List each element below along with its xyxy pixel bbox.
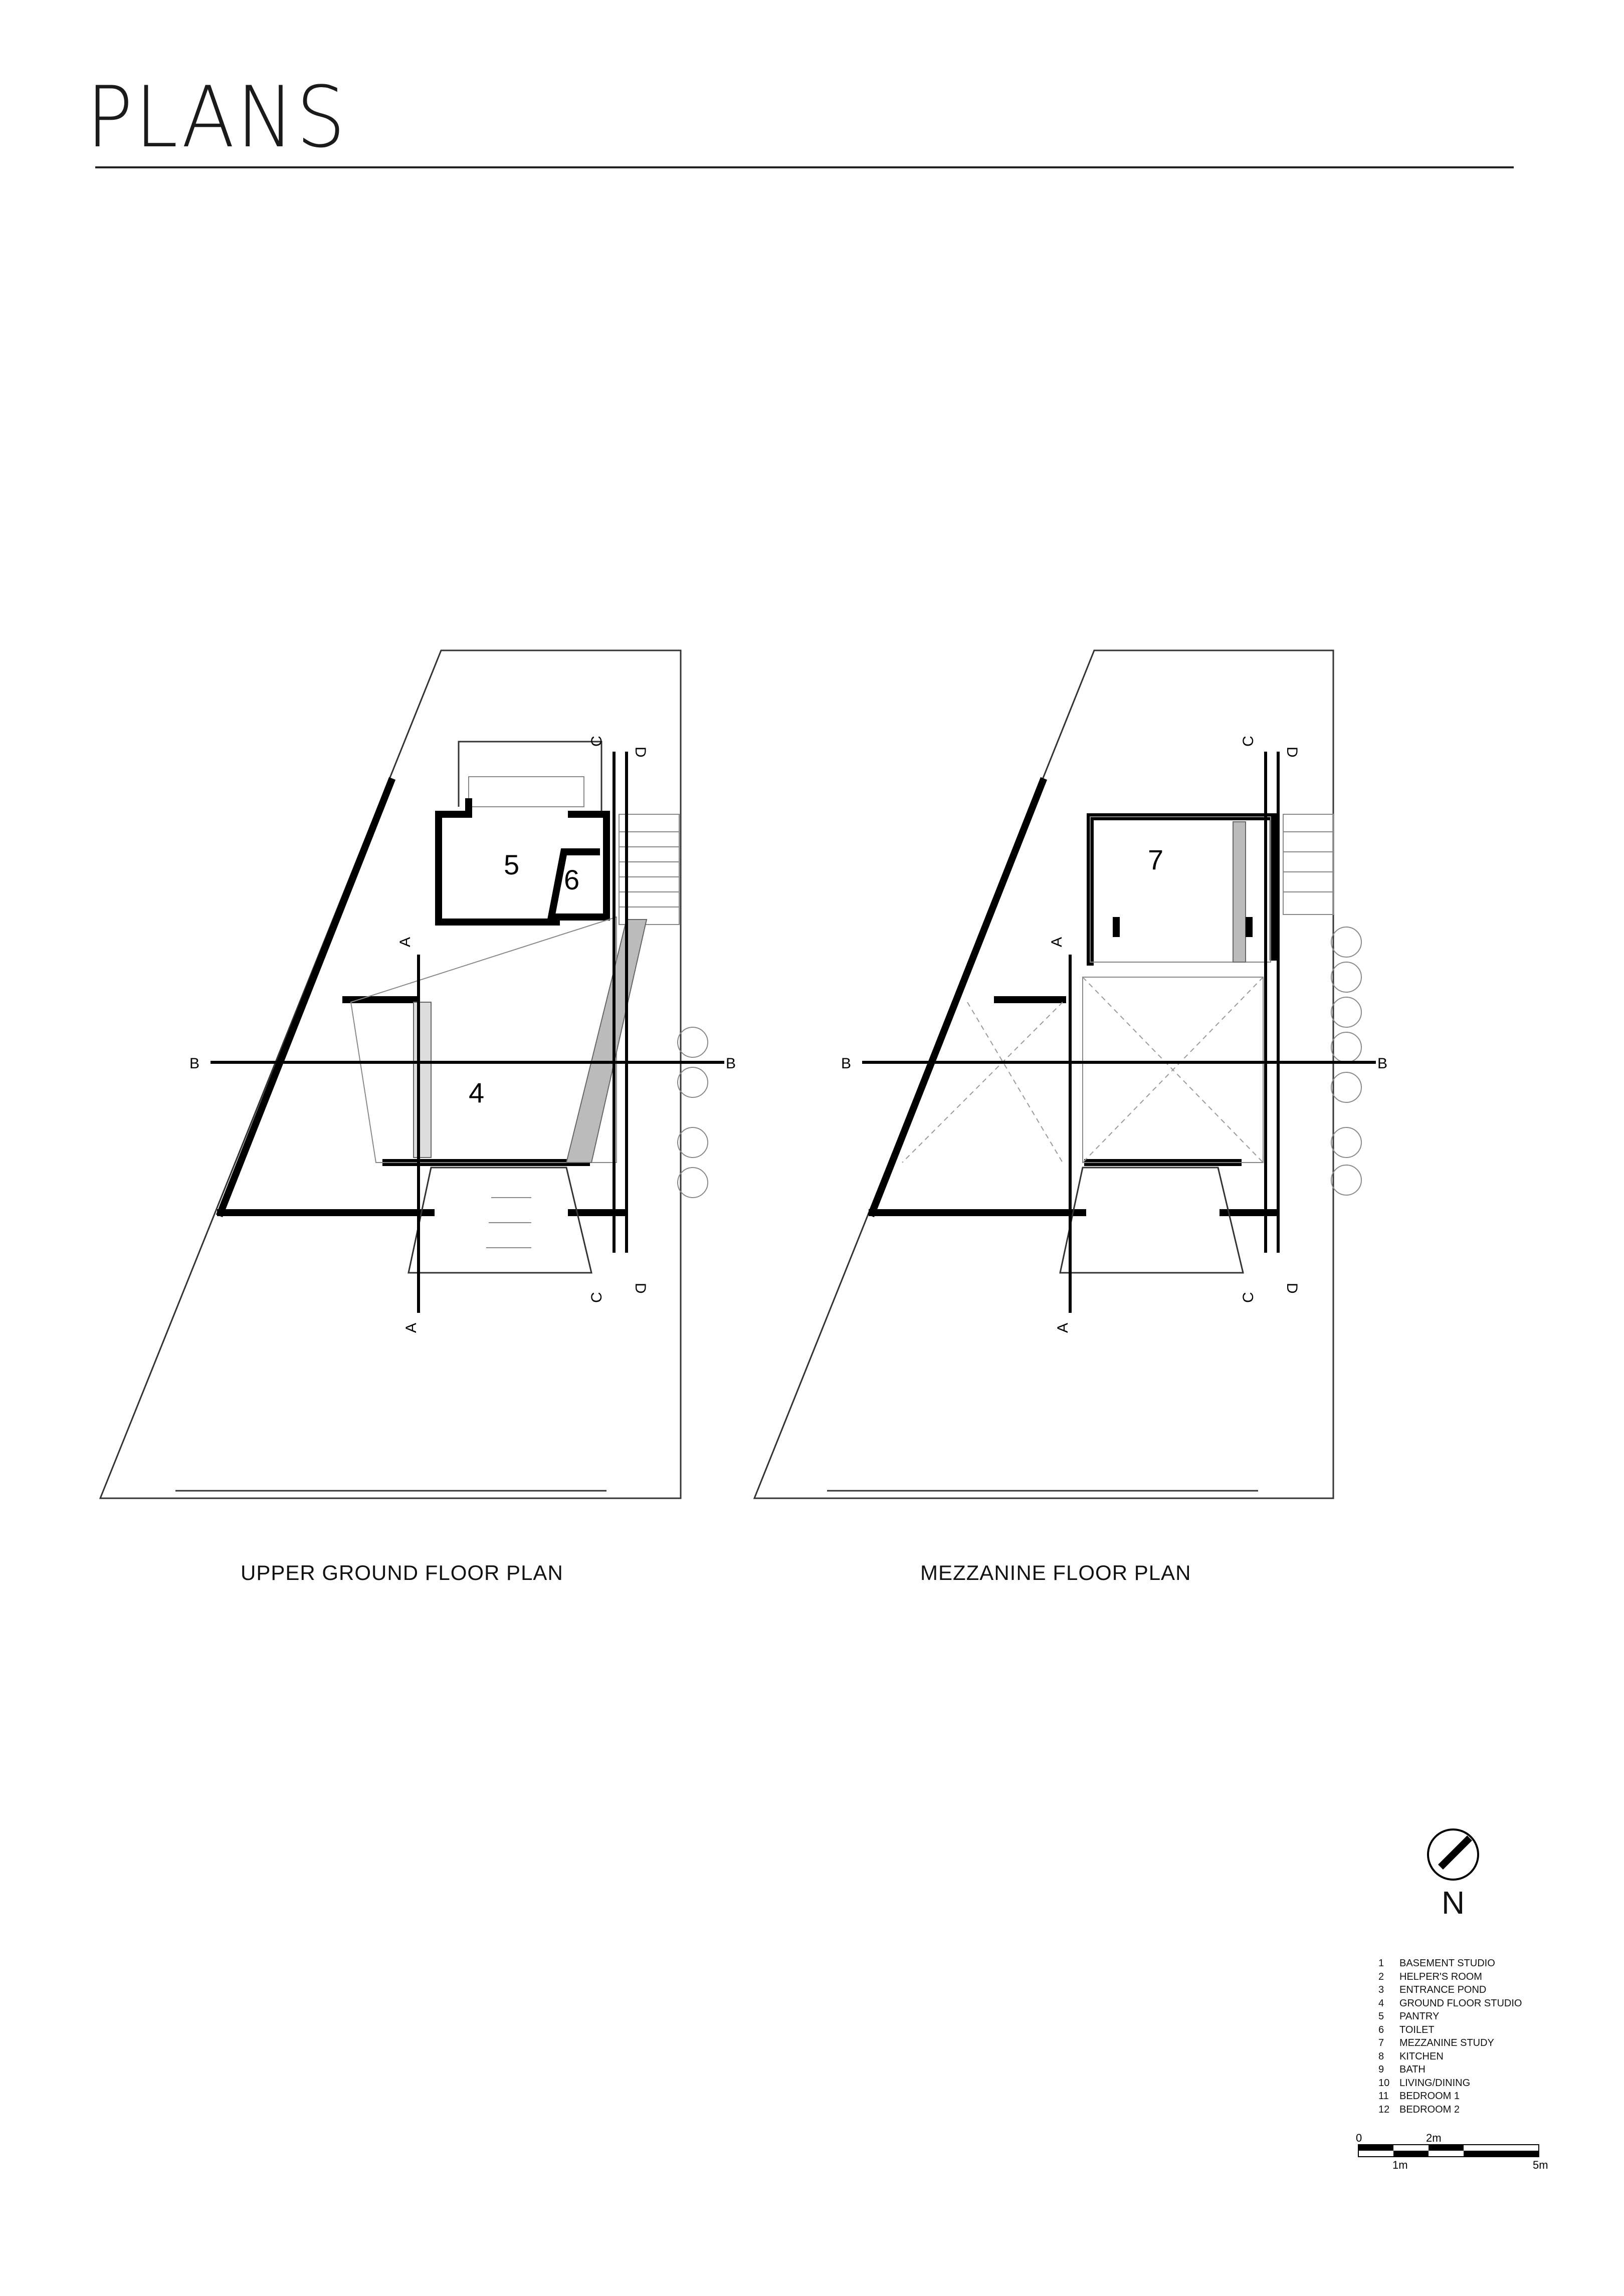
- section-label-c-top: C: [1240, 736, 1257, 747]
- scale-label-0: 0: [1356, 2132, 1362, 2144]
- site-outline: [754, 650, 1333, 1498]
- scale-label-1m: 1m: [1392, 2159, 1408, 2171]
- entrance-step: [469, 777, 584, 807]
- scale-segment: [1464, 2151, 1539, 2157]
- entrance-steps: [409, 1168, 591, 1273]
- upper-ground-floor-plan-caption: UPPER GROUND FLOOR PLAN: [241, 1561, 563, 1584]
- scale-bar: [1353, 2130, 1554, 2190]
- section-label-a-top: A: [1049, 937, 1065, 947]
- section-label-a-bottom: A: [1055, 1322, 1071, 1333]
- north-arrow-icon: [1426, 1827, 1481, 1882]
- section-label-b-left: B: [189, 1055, 200, 1072]
- legend-item: 7 MEZZANINE STUDY: [1378, 2037, 1494, 2048]
- north-label: N: [1442, 1885, 1465, 1921]
- section-label-b-right: B: [726, 1055, 736, 1072]
- room-number-6: 6: [564, 864, 580, 895]
- stair-upper: [1283, 814, 1333, 914]
- section-label-a-top: A: [397, 937, 414, 947]
- page-title: PLANS: [86, 68, 347, 166]
- scale-segment: [1429, 2145, 1464, 2151]
- legend-item: 6 TOILET: [1378, 2024, 1435, 2035]
- legend-item: 3 ENTRANCE POND: [1378, 1984, 1487, 1995]
- step-lines: [486, 1198, 531, 1248]
- section-label-b-right: B: [1377, 1055, 1388, 1072]
- scale-label-2m: 2m: [1426, 2132, 1442, 2144]
- upper-ground-floor-plan-drawing: [0, 0, 752, 1553]
- legend-item: 1 BASEMENT STUDIO: [1378, 1958, 1495, 1969]
- planter-circles: [678, 1027, 708, 1198]
- section-label-d-top: D: [1284, 747, 1300, 758]
- scale-segment: [1393, 2151, 1429, 2157]
- section-label-a-bottom: A: [403, 1322, 420, 1333]
- mezzanine-floor-plan-caption: MEZZANINE FLOOR PLAN: [920, 1561, 1191, 1584]
- ramp-shaded: [566, 920, 647, 1163]
- pantry-wall: [439, 814, 469, 922]
- mezzanine-floor-plan-drawing: [752, 0, 1504, 1553]
- section-label-b-left: B: [841, 1055, 852, 1072]
- hatched-column: [414, 1002, 431, 1158]
- legend-item: 12 BEDROOM 2: [1378, 2104, 1460, 2115]
- section-label-c-bottom: C: [588, 1292, 605, 1303]
- legend-item: 11 BEDROOM 1: [1378, 2091, 1460, 2102]
- legend-item: 5 PANTRY: [1378, 2011, 1440, 2022]
- legend-item: 10 LIVING/DINING: [1378, 2077, 1471, 2089]
- stair-treads-upper: [1283, 832, 1333, 892]
- section-label-d-bottom: D: [632, 1283, 649, 1294]
- study-glass: [1233, 822, 1246, 962]
- legend-item: 4 GROUND FLOOR STUDIO: [1378, 1997, 1522, 2009]
- section-label-c-bottom: C: [1240, 1292, 1257, 1303]
- section-label-d-bottom: D: [1284, 1283, 1300, 1294]
- legend-item: 9 BATH: [1378, 2064, 1426, 2075]
- scale-label-5m: 5m: [1533, 2159, 1548, 2171]
- section-label-c-top: C: [588, 736, 605, 747]
- section-label-d-top: D: [632, 747, 649, 758]
- entrance-steps: [1060, 1168, 1243, 1273]
- room-number-7: 7: [1148, 844, 1164, 875]
- study-desk-left: [1113, 917, 1120, 937]
- room-number-4: 4: [469, 1077, 485, 1108]
- legend-item: 8 KITCHEN: [1378, 2050, 1444, 2062]
- scale-segment: [1358, 2145, 1393, 2151]
- room-legend: [1378, 1957, 1522, 2116]
- room-number-5: 5: [504, 849, 520, 880]
- legend-item: 2 HELPER'S ROOM: [1378, 1971, 1482, 1982]
- study-desk-right: [1246, 917, 1253, 937]
